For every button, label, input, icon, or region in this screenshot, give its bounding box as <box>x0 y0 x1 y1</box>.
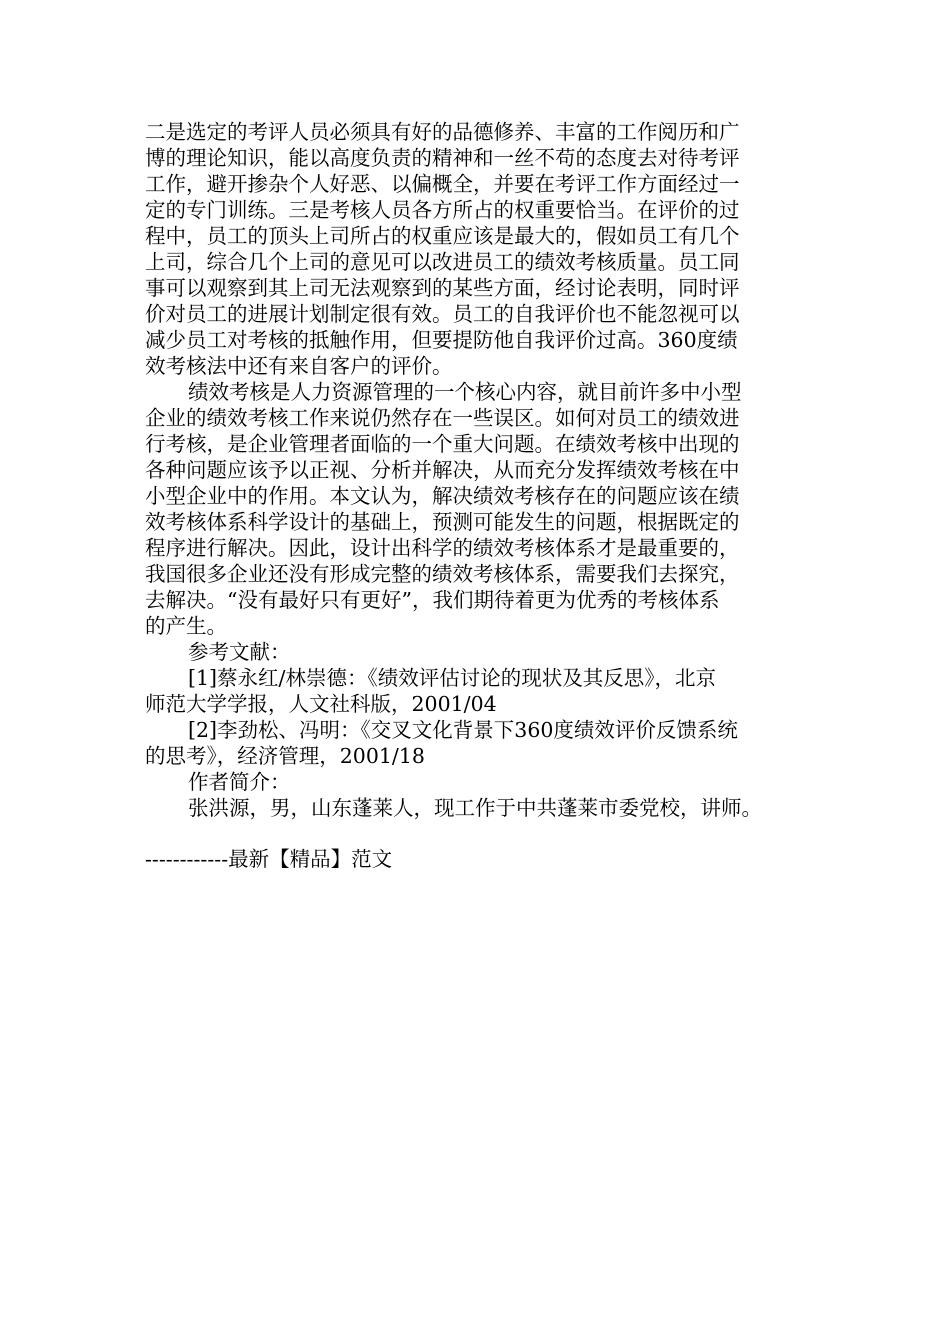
footer-text: ------------最新【精品】范文 <box>145 847 393 871</box>
author-bio: 张洪源，男，山东蓬莱人，现工作于中共蓬莱市委党校，讲师。 <box>188 796 762 820</box>
text-line: 工作，避开掺杂个人好恶、以偏概全，并要在考评工作方面经过一 <box>145 172 740 196</box>
text-line: 企业的绩效考核工作来说仍然存在一些误区。如何对员工的绩效进 <box>145 406 740 430</box>
text-line: 价对员工的进展计划制定很有效。员工的自我评价也不能忽视可以 <box>145 302 740 326</box>
text-line: 小型企业中的作用。本文认为，解决绩效考核存在的问题应该在绩 <box>145 484 740 508</box>
reference-2-line: 的思考》，经济管理，2001/18 <box>145 744 425 768</box>
reference-2-line: [2]李劲松、冯明：《交叉文化背景下360度绩效评价反馈系统 <box>188 718 738 742</box>
author-heading: 作者简介： <box>188 770 291 794</box>
text-line: 二是选定的考评人员必须具有好的品德修养、丰富的工作阅历和广 <box>145 120 740 144</box>
document-body <box>145 119 805 821</box>
text-line: 程中，员工的顶头上司所占的权重应该是最大的，假如员工有几个 <box>145 224 740 248</box>
references-section <box>145 639 805 769</box>
reference-1-line: [1]蔡永红/林崇德：《绩效评估讨论的现状及其反思》，北京 <box>188 666 716 690</box>
text-line: 上司，综合几个上司的意见可以改进员工的绩效考核质量。员工同 <box>145 250 740 274</box>
reference-1-line: 师范大学学报，人文社科版，2001/04 <box>145 692 497 716</box>
text-line: 的产生。 <box>145 614 227 638</box>
text-line: 各种问题应该予以正视、分析并解决，从而充分发挥绩效考核在中 <box>145 458 740 482</box>
paragraph-1 <box>145 119 805 379</box>
text-line: 绩效考核是人力资源管理的一个核心内容，就目前许多中小型 <box>188 380 742 404</box>
paragraph-2 <box>145 379 805 639</box>
text-line: 程序进行解决。因此，设计出科学的绩效考核体系才是最重要的， <box>145 536 740 560</box>
text-line: 去解决。“没有最好只有更好”，我们期待着更为优秀的考核体系 <box>145 588 720 612</box>
text-line: 事可以观察到其上司无法观察到的某些方面，经讨论表明，同时评 <box>145 276 740 300</box>
author-section <box>145 769 805 821</box>
text-line: 效考核体系科学设计的基础上，预测可能发生的问题，根据既定的 <box>145 510 740 534</box>
references-heading: 参考文献： <box>188 640 291 664</box>
text-line: 效考核法中还有来自客户的评价。 <box>145 354 453 378</box>
text-line: 我国很多企业还没有形成完整的绩效考核体系，需要我们去探究， <box>145 562 740 586</box>
text-line: 行考核，是企业管理者面临的一个重大问题。在绩效考核中出现的 <box>145 432 740 456</box>
text-line: 定的专门训练。三是考核人员各方所占的权重要恰当。在评价的过 <box>145 198 740 222</box>
text-line: 减少员工对考核的抵触作用，但要提防他自我评价过高。360度绩 <box>145 328 738 352</box>
text-line: 博的理论知识，能以高度负责的精神和一丝不苟的态度去对待考评 <box>145 146 740 170</box>
